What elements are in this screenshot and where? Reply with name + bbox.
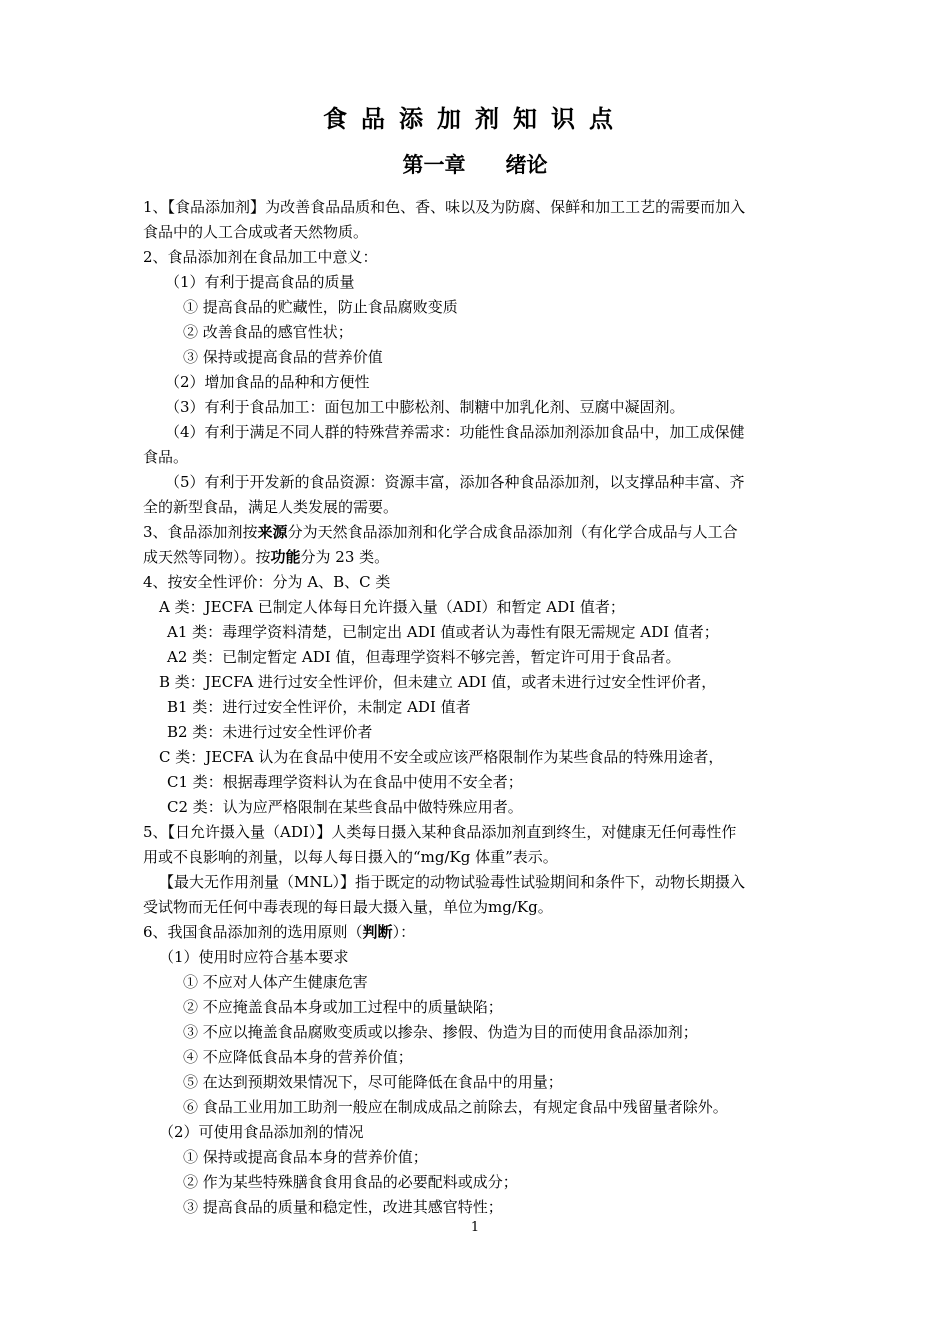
page-number: 1 <box>470 1220 480 1235</box>
paragraph-line: 3、食品添加剂按来源分为天然食品添加剂和化学合成食品添加剂（有化学合成品与人工合 <box>143 523 738 541</box>
class-item: C 类：JECFA 认为在食品中使用不安全或应该严格限制作为某些食品的特殊用途者， <box>159 748 724 766</box>
list-item: ① 提高食品的贮藏性，防止食品腐败变质 <box>183 298 458 316</box>
definition-line: 食品中的人工合成或者天然物质。 <box>143 223 369 241</box>
definition-line: 5、【日允许摄入量（ADI）】人类每日摄入某种食品添加剂直到终生，对健康无任何毒性作 <box>143 823 737 841</box>
subclass-item: A1 类：毒理学资料清楚，已制定出 ADI 值或者认为毒性有限无需规定 ADI 值者； <box>167 623 719 641</box>
definition-line: 【最大无作用剂量（MNL）】指于既定的动物试验毒性试验期间和条件下，动物长期摄入 <box>159 873 745 891</box>
list-item: （5）有利于开发新的食品资源：资源丰富，添加各种食品添加剂，以支撑品种丰富、齐 <box>165 473 745 491</box>
list-item: ① 不应对人体产生健康危害 <box>183 973 368 991</box>
subclass-item: A2 类：已制定暂定 ADI 值，但毒理学资料不够完善，暂定许可用于食品者。 <box>167 648 681 666</box>
paragraph-line: 成天然等同物）。按功能分为 23 类。 <box>143 548 390 566</box>
list-item: （4）有利于满足不同人群的特殊营养需求：功能性食品添加剂添加食品中，加工成保健 <box>165 423 745 441</box>
list-item: ① 保持或提高食品本身的营养价值； <box>183 1148 428 1166</box>
list-item: （2）可使用食品添加剂的情况 <box>159 1123 364 1141</box>
list-item: ② 作为某些特殊膳食食用食品的必要配料或成分； <box>183 1173 518 1191</box>
document-title: 食品添加剂知识点 <box>323 105 627 133</box>
definition-line: 1、【食品添加剂】为改善食品品质和色、香、味以及为防腐、保鲜和加工工艺的需要而加入 <box>143 198 746 216</box>
document-body <box>143 195 815 1220</box>
list-item: ③ 保持或提高食品的营养价值 <box>183 348 383 366</box>
list-item: ③ 提高食品的质量和稳定性，改进其感官特性； <box>183 1198 503 1216</box>
list-item-continuation: 全的新型食品，满足人类发展的需要。 <box>143 498 399 516</box>
list-item: ③ 不应以掩盖食品腐败变质或以掺杂、掺假、伪造为目的而使用食品添加剂； <box>183 1023 698 1041</box>
list-item: ② 不应掩盖食品本身或加工过程中的质量缺陷； <box>183 998 503 1016</box>
section-heading: 6、我国食品添加剂的选用原则（判断）： <box>143 923 416 941</box>
definition-line: 用或不良影响的剂量，以每人每日摄入的“mg/Kg 体重”表示。 <box>143 848 558 866</box>
subclass-item: C2 类：认为应严格限制在某些食品中做特殊应用者。 <box>167 798 523 816</box>
list-item: ② 改善食品的感官性状； <box>183 323 353 341</box>
subclass-item: C1 类：根据毒理学资料认为在食品中使用不安全者； <box>167 773 523 791</box>
class-item: A 类：JECFA 已制定人体每日允许摄入量（ADI）和暂定 ADI 值者； <box>159 598 625 616</box>
chapter-name: 绪论 <box>505 153 548 177</box>
chapter-heading <box>0 147 950 183</box>
chapter-number: 第一章 <box>402 153 466 177</box>
section-heading: 2、食品添加剂在食品加工中意义： <box>143 248 378 266</box>
list-item: （3）有利于食品加工：面包加工中膨松剂、制糖中加乳化剂、豆腐中凝固剂。 <box>165 398 685 416</box>
section-heading: 4、按安全性评价：分为 A、B、C 类 <box>143 573 391 591</box>
subclass-item: B1 类：进行过安全性评价，未制定 ADI 值者 <box>167 698 471 716</box>
class-item: B 类：JECFA 进行过安全性评价，但未建立 ADI 值，或者未进行过安全性评价者， <box>159 673 717 691</box>
list-item: ⑤ 在达到预期效果情况下，尽可能降低在食品中的用量； <box>183 1073 563 1091</box>
list-item: （1）使用时应符合基本要求 <box>159 948 349 966</box>
list-item: ⑥ 食品工业用加工助剂一般应在制成成品之前除去，有规定食品中残留量者除外。 <box>183 1098 728 1116</box>
definition-line: 受试物而无任何中毒表现的每日最大摄入量，单位为mg/Kg。 <box>143 898 553 916</box>
list-item: （1）有利于提高食品的质量 <box>165 273 355 291</box>
list-item-continuation: 食品。 <box>143 448 189 466</box>
list-item: ④ 不应降低食品本身的营养价值； <box>183 1048 413 1066</box>
list-item: （2）增加食品的品种和方便性 <box>165 373 370 391</box>
subclass-item: B2 类：未进行过安全性评价者 <box>167 723 373 741</box>
